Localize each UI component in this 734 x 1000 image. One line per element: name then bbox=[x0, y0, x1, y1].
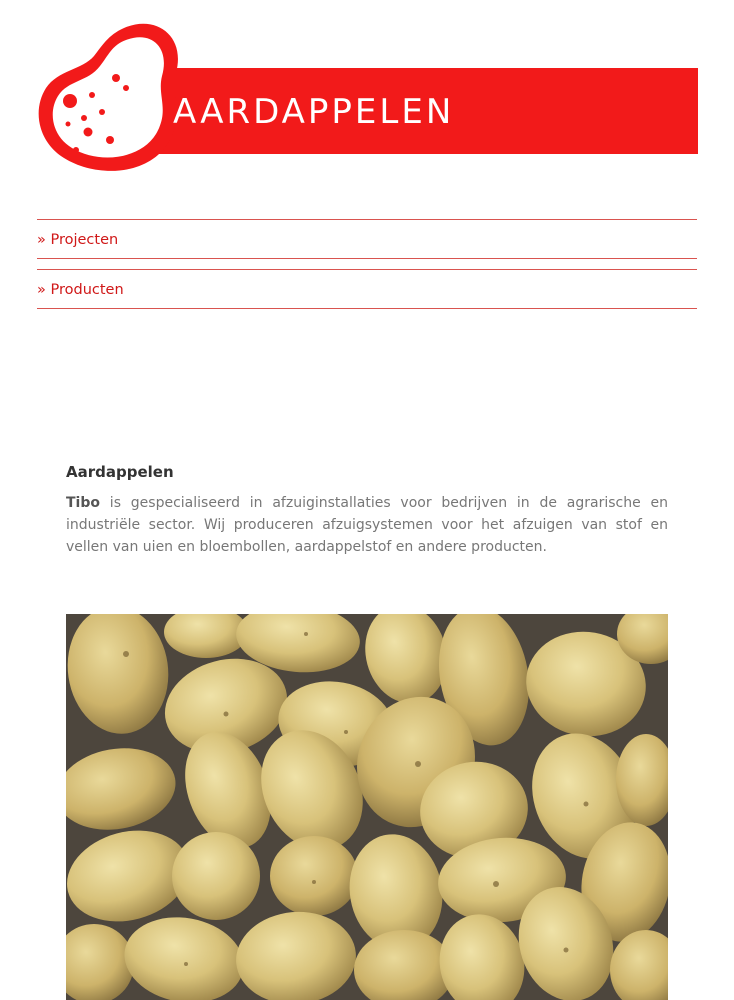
potato-logo-icon[interactable] bbox=[36, 18, 196, 178]
content-heading: Aardappelen bbox=[66, 463, 174, 481]
content-body: is gespecialiseerd in afzuiginstallaties voor bedrijven in de agrarische en industriële sector. Wij produceren afzuigsystemen voor het afzuigen van stof en vellen van uien en bloembollen, aardappelstof en andere producten. bbox=[66, 495, 668, 555]
nav-item-projecten[interactable]: » Projecten bbox=[37, 219, 697, 259]
potatoes-photo bbox=[66, 614, 668, 1000]
brand-name: Tibo bbox=[66, 495, 100, 511]
site-header bbox=[36, 18, 698, 178]
site-title: AARDAPPELEN bbox=[173, 92, 455, 132]
potatoes-illustration bbox=[66, 614, 668, 1000]
nav-item-producten[interactable]: » Producten bbox=[37, 269, 697, 309]
content-paragraph bbox=[66, 492, 668, 558]
main-nav bbox=[37, 219, 697, 319]
content-section bbox=[66, 460, 668, 558]
